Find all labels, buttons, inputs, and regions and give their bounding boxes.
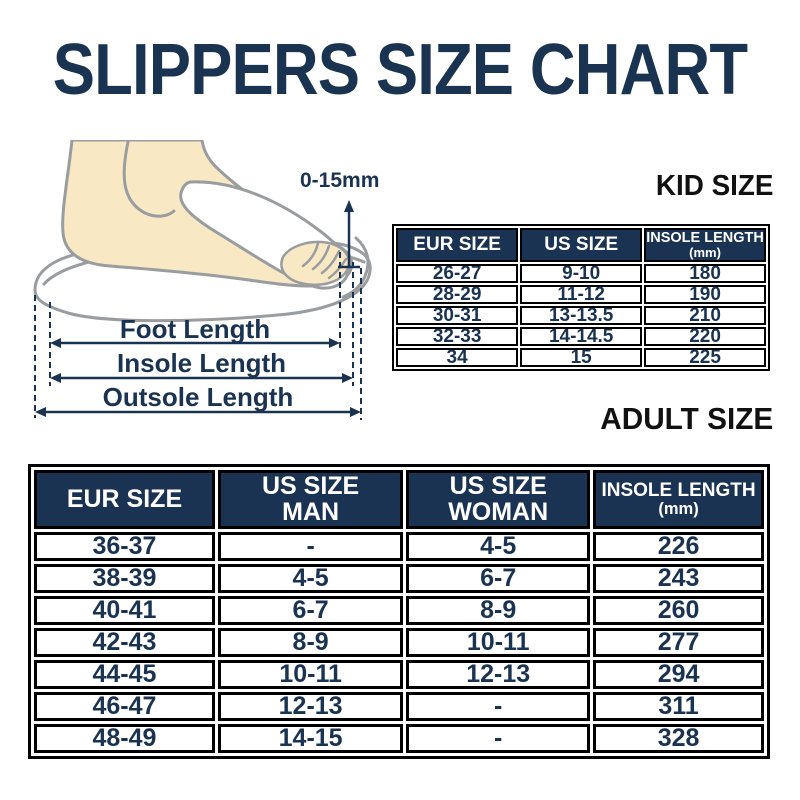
table-cell: 6-7 (218, 596, 403, 625)
table-cell: 40-41 (34, 596, 215, 625)
adult-header-row (34, 470, 764, 529)
table-cell: 4-5 (218, 564, 403, 593)
table-cell: 34 (396, 348, 518, 367)
table-row (396, 327, 766, 346)
table-row (34, 660, 764, 689)
gap-label: 0-15mm (300, 169, 380, 192)
table-cell: - (406, 692, 590, 721)
table-cell: 226 (593, 532, 764, 561)
table-cell: 294 (593, 660, 764, 689)
table-cell: 12-13 (218, 692, 403, 721)
table-row (34, 532, 764, 561)
table-cell: 15 (520, 348, 642, 367)
kid-size-heading: KID SIZE (655, 170, 773, 202)
insole-length-label: Insole Length (117, 348, 286, 378)
adult-size-table (28, 464, 770, 759)
adult-size-heading: ADULT SIZE (599, 401, 773, 436)
table-cell: 44-45 (34, 660, 215, 689)
table-row (34, 564, 764, 593)
table-row (34, 628, 764, 657)
kid-col-insole: INSOLE LENGTH (mm) (644, 228, 766, 262)
table-cell: 14-14.5 (520, 327, 642, 346)
table-cell: 10-11 (406, 628, 590, 657)
table-cell: 28-29 (396, 285, 518, 304)
kid-size-table (392, 224, 770, 371)
table-row (34, 692, 764, 721)
table-cell: 180 (644, 264, 766, 283)
foot-length-label: Foot Length (119, 314, 271, 344)
table-cell: 38-39 (34, 564, 215, 593)
table-row (396, 264, 766, 283)
table-cell: 8-9 (218, 628, 403, 657)
table-cell: 48-49 (34, 724, 215, 753)
table-cell: 36-37 (34, 532, 215, 561)
table-row (34, 724, 764, 753)
kid-col-us: US SIZE (520, 228, 642, 262)
table-cell: 311 (593, 692, 764, 721)
table-cell: 8-9 (406, 596, 590, 625)
table-row (34, 596, 764, 625)
table-cell: 210 (644, 306, 766, 325)
table-row (396, 348, 766, 367)
table-cell: - (218, 532, 403, 561)
table-cell: 26-27 (396, 264, 518, 283)
outsole-length-label: Outsole Length (102, 382, 294, 412)
table-cell: 9-10 (520, 264, 642, 283)
table-cell: 225 (644, 348, 766, 367)
table-row (396, 306, 766, 325)
table-cell: 190 (644, 285, 766, 304)
adult-col-eur: EUR SIZE (34, 470, 215, 529)
table-row (396, 285, 766, 304)
table-cell: 13-13.5 (520, 306, 642, 325)
table-cell: 12-13 (406, 660, 590, 689)
table-cell: - (406, 724, 590, 753)
table-cell: 243 (593, 564, 764, 593)
table-cell: 4-5 (406, 532, 590, 561)
adult-col-insole: INSOLE LENGTH (mm) (593, 470, 764, 529)
table-cell: 260 (593, 596, 764, 625)
foot-measurement-diagram (20, 140, 400, 430)
table-cell: 10-11 (218, 660, 403, 689)
adult-col-us-man: US SIZE MAN (218, 470, 403, 529)
adult-col-us-woman: US SIZE WOMAN (406, 470, 590, 529)
table-cell: 14-15 (218, 724, 403, 753)
table-cell: 328 (593, 724, 764, 753)
table-cell: 6-7 (406, 564, 590, 593)
kid-col-eur: EUR SIZE (396, 228, 518, 262)
table-cell: 277 (593, 628, 764, 657)
kid-header-row (396, 228, 766, 262)
table-cell: 32-33 (396, 327, 518, 346)
table-cell: 11-12 (520, 285, 642, 304)
table-cell: 46-47 (34, 692, 215, 721)
table-cell: 42-43 (34, 628, 215, 657)
table-cell: 30-31 (396, 306, 518, 325)
table-cell: 220 (644, 327, 766, 346)
page-title: SLIPPERS SIZE CHART (52, 30, 748, 110)
